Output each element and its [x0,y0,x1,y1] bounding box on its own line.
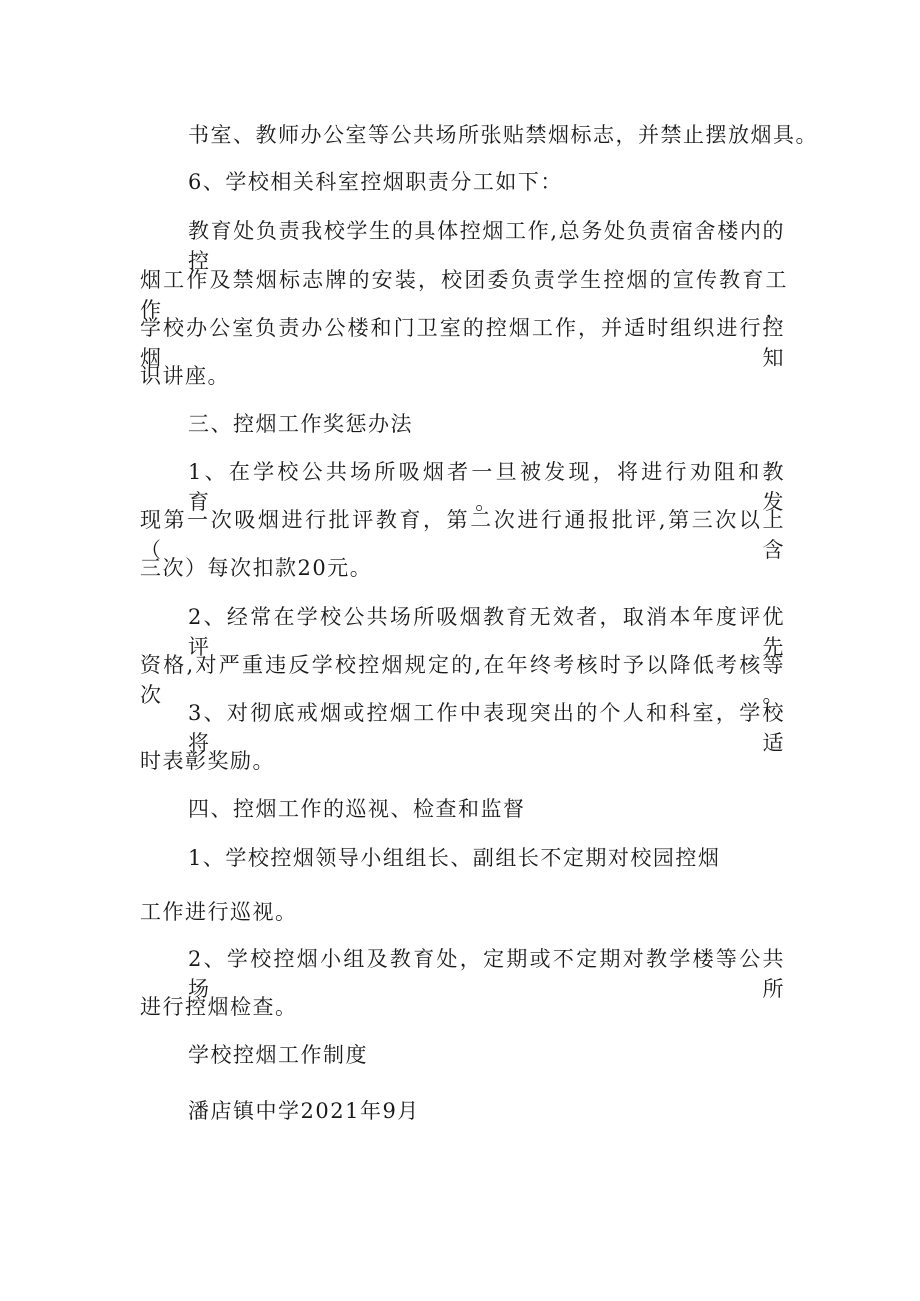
signature-line: 潘店镇中学2021年9月 [188,1099,420,1123]
paragraph-line: 现第一次吸烟进行批评教育，第二次进行通报批评,第三次以上（含 [140,508,785,562]
paragraph-line: 书室、教师办公室等公共场所张贴禁烟标志，并禁止摆放烟具。 [188,123,818,147]
paragraph-line: 时表彰奖励。 [140,749,275,773]
paragraph-line: 3、对彻底戒烟或控烟工作中表现突出的个人和科室，学校将适 [188,701,785,755]
section-heading: 三、控烟工作奖惩办法 [188,412,413,436]
paragraph-line: 2、学校控烟小组及教育处，定期或不定期对教学楼等公共场所 [188,947,785,1001]
paragraph-line: 识讲座。 [140,364,230,388]
document-title: 学校控烟工作制度 [188,1043,368,1067]
paragraph-line: 烟工作及禁烟标志牌的安装，校团委负责学生控烟的宣传教育工作， [140,268,788,322]
paragraph-line: 学校办公室负责办公楼和门卫室的控烟工作，并适时组织进行控烟知 [140,316,785,370]
paragraph-line: 1、学校控烟领导小组组长、副组长不定期对校园控烟 [188,846,721,870]
paragraph-line: 1、在学校公共场所吸烟者一旦被发现，将进行劝阻和教育。发 [188,460,785,514]
paragraph-line: 2、经常在学校公共场所吸烟教育无效者，取消本年度评优评先 [188,605,785,659]
paragraph-line: 三次）每次扣款20元。 [140,556,373,580]
paragraph-line: 工作进行巡视。 [140,900,298,924]
paragraph-line: 进行控烟检查。 [140,995,298,1019]
section-heading: 四、控烟工作的巡视、检查和监督 [188,797,526,821]
paragraph-line: 教育处负责我校学生的具体控烟工作,总务处负责宿舍楼内的控 [188,219,785,273]
paragraph-line: 资格,对严重违反学校控烟规定的,在年终考核时予以降低考核等次。 [140,653,785,707]
paragraph-line: 6、学校相关科室控烟职责分工如下： [188,170,563,194]
